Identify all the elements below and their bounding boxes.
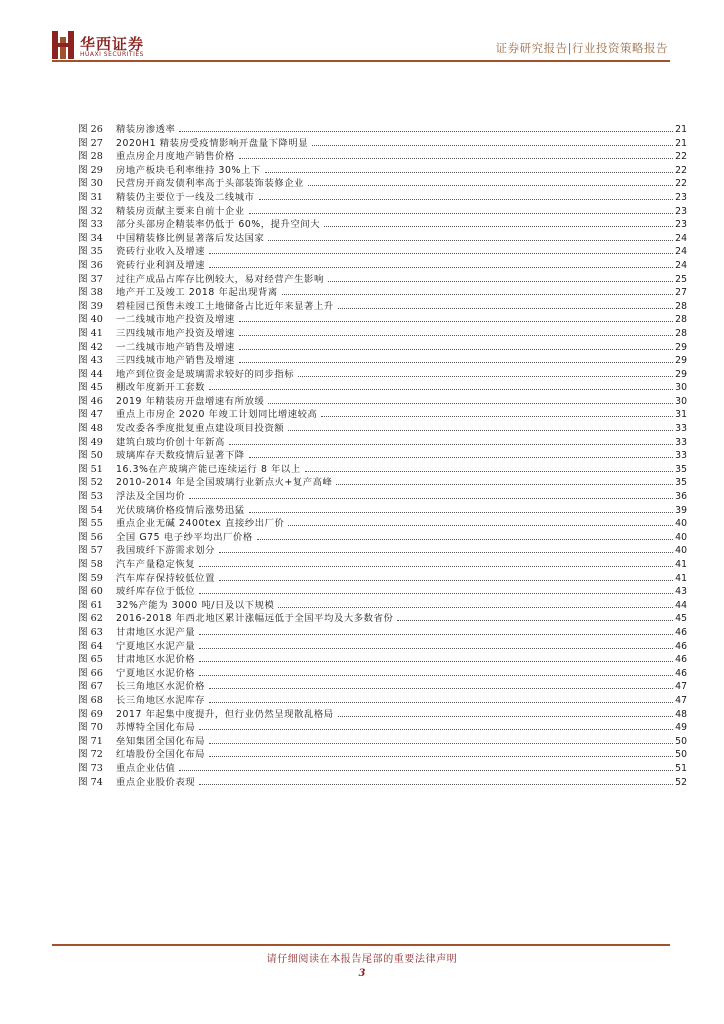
figure-label: 图 53 [78,491,103,503]
figure-label: 图 72 [78,749,103,761]
dot-leader [298,367,673,377]
toc-entry[interactable] [78,652,687,666]
toc-entry[interactable] [78,625,687,639]
dot-leader [239,149,673,159]
toc-entry[interactable] [78,611,687,625]
page-header [0,0,724,80]
toc-entry[interactable] [78,163,687,177]
figure-title: 碧桂园已预售未竣工土地储备占比近年来显著上升 [116,300,334,312]
toc-entry[interactable] [78,272,687,286]
dot-leader [259,190,673,200]
toc-entry[interactable] [78,394,687,408]
figure-page-number: 22 [675,164,687,176]
figure-title: 房地产板块毛利率维持 30%上下 [116,164,261,176]
figure-title: 32%产能为 3000 吨/日及以下规模 [116,599,275,611]
dot-leader [199,775,673,785]
figure-label: 图 63 [78,626,103,638]
header-divider [52,60,670,62]
toc-entry[interactable] [78,407,687,421]
figure-page-number: 29 [675,341,687,353]
dot-leader [321,407,673,417]
figure-label: 图 55 [78,518,103,530]
toc-entry[interactable] [78,435,687,449]
figure-title: 棚改年度新开工套数 [116,382,206,394]
figure-page-number: 40 [675,518,687,530]
dot-leader [257,530,673,540]
figure-page-number: 35 [675,463,687,475]
figure-page-number: 41 [675,559,687,570]
dot-leader [209,693,673,703]
dot-leader [328,272,673,282]
figure-label: 图 71 [78,735,103,747]
figure-label: 图 39 [78,300,103,312]
figure-page-number: 27 [675,287,687,299]
figure-title: 重点房企月度地产销售价格 [116,151,235,163]
figure-label: 图 31 [78,191,103,203]
figure-title: 全国 G75 电子纱平均出厂价格 [116,531,253,543]
toc-entry[interactable] [78,149,687,163]
figure-title: 瓷砖行业收入及增速 [116,246,206,258]
toc-entry[interactable] [78,639,687,653]
dot-leader [199,639,673,649]
figure-label: 图 43 [78,355,103,367]
toc-entry[interactable] [78,734,687,748]
figure-title: 宁夏地区水泥价格 [116,667,196,679]
figure-title: 甘肃地区水泥产量 [116,626,196,638]
toc-entry[interactable] [78,475,687,489]
dot-leader [239,326,673,336]
dot-leader [199,652,673,662]
figure-title: 汽车库存保持较低位置 [116,572,215,584]
figure-label: 图 42 [78,341,103,353]
dot-leader [199,625,673,635]
figure-label: 图 29 [78,164,103,176]
figure-label: 图 48 [78,423,103,435]
figure-page-number: 51 [675,762,687,774]
figure-label: 图 27 [78,137,103,149]
figure-label: 图 46 [78,395,103,407]
figure-title: 玻璃库存天数疫情后显著下降 [116,450,245,462]
toc-entry[interactable] [78,584,687,598]
figure-title: 重点企业估值 [116,762,176,774]
report-type: 证券研究报告|行业投资策略报告 [495,41,668,55]
figure-label: 图 62 [78,613,103,625]
toc-entry[interactable] [78,217,687,231]
figure-title: 2016-2018 年西北地区累计涨幅远低于全国平均及大多数省份 [116,613,394,625]
dot-leader [229,435,673,445]
figure-page-number: 47 [675,694,687,706]
toc-entry[interactable] [78,176,687,190]
dot-leader [278,598,673,608]
toc-entry[interactable] [78,747,687,761]
figure-page-number: 22 [675,151,687,163]
figure-title: 发改委各季度批复重点建设项目投资额 [116,423,285,435]
toc-entry[interactable] [78,720,687,734]
figure-title: 玻纤库存位于低位 [116,586,196,598]
figure-label: 图 38 [78,287,103,299]
figure-title: 甘肃地区水泥价格 [116,654,196,666]
dot-leader [209,747,673,757]
figure-label: 图 49 [78,436,103,448]
figure-index-list [78,122,687,788]
dot-leader [312,136,673,146]
figure-label: 图 68 [78,694,103,706]
figure-title: 长三角地区水泥库存 [116,694,206,706]
toc-entry[interactable] [78,190,687,204]
logo-english-name: HUAXI SECURITIES [80,51,144,58]
figure-label: 图 36 [78,259,103,271]
dot-leader [179,122,673,132]
dot-leader [199,720,673,730]
dot-leader [249,503,673,513]
figure-page-number: 41 [675,572,687,584]
figure-title: 16.3%在产玻璃产能已连续运行 8 年以上 [116,463,301,475]
figure-page-number: 33 [675,423,687,435]
toc-entry[interactable] [78,258,687,272]
dot-leader [219,571,673,581]
figure-page-number: 29 [675,368,687,380]
figure-page-number: 31 [675,409,687,421]
dot-leader [249,448,673,458]
dot-leader [288,421,673,431]
figure-page-number: 21 [675,137,687,149]
figure-label: 图 47 [78,409,103,421]
figure-page-number: 40 [675,531,687,543]
toc-entry[interactable] [78,421,687,435]
toc-entry[interactable] [78,448,687,462]
figure-page-number: 24 [675,259,687,271]
figure-label: 图 40 [78,314,103,326]
toc-entry[interactable] [78,353,687,367]
figure-title: 浮法及全国均价 [116,491,186,503]
toc-entry[interactable] [78,598,687,612]
figure-title: 2020H1 精装房受疫情影响开盘量下降明显 [116,137,309,149]
figure-page-number: 30 [675,395,687,407]
figure-page-number: 46 [675,667,687,679]
figure-page-number: 28 [675,327,687,339]
dot-leader [199,666,673,676]
dot-leader [324,217,673,227]
dot-leader [209,380,673,390]
dot-leader [239,353,673,363]
figure-label: 图 69 [78,708,103,720]
figure-page-number: 33 [675,450,687,462]
dot-leader [219,543,673,553]
page-number: 3 [358,968,366,979]
footer-divider [52,944,670,946]
dot-leader [268,231,673,241]
figure-title: 精装房贡献主要来自前十企业 [116,205,245,217]
figure-page-number: 22 [675,178,687,190]
dot-leader [179,761,673,771]
dot-leader [265,163,673,173]
dot-leader [189,489,673,499]
figure-label: 图 52 [78,477,103,489]
dot-leader [268,394,673,404]
figure-label: 图 45 [78,382,103,394]
toc-entry[interactable] [78,285,687,299]
dot-leader [308,176,673,186]
dot-leader [209,679,673,689]
toc-entry[interactable] [78,136,687,150]
figure-page-number: 49 [675,722,687,734]
figure-title: 三四线城市地产销售及增速 [116,355,235,367]
figure-label: 图 56 [78,531,103,543]
figure-title: 重点企业股价表现 [116,776,196,788]
figure-label: 图 65 [78,654,103,666]
figure-page-number: 46 [675,640,687,652]
toc-entry[interactable] [78,761,687,775]
toc-entry[interactable] [78,462,687,476]
toc-entry[interactable] [78,340,687,354]
dot-leader [239,312,673,322]
dot-leader [288,516,673,526]
huaxi-logo-icon [52,31,74,59]
figure-title: 红墙股份全国化布局 [116,749,206,761]
dot-leader [249,204,673,214]
figure-title: 精装房渗透率 [116,124,176,135]
figure-label: 图 54 [78,504,103,516]
figure-title: 部分头部房企精装率仍低于 60%，提升空间大 [116,219,321,231]
figure-title: 2017 年起集中度提升，但行业仍然呈现散乱格局 [116,708,334,720]
figure-title: 重点企业无碱 2400tex 直接纱出厂价 [116,518,285,530]
toc-entry[interactable] [78,516,687,530]
toc-entry[interactable] [78,775,687,789]
figure-title: 瓷砖行业利润及增速 [116,259,206,271]
toc-entry[interactable] [78,571,687,585]
toc-entry[interactable] [78,231,687,245]
dot-leader [336,475,673,485]
figure-page-number: 50 [675,735,687,747]
figure-label: 图 70 [78,722,103,734]
figure-page-number: 29 [675,355,687,367]
toc-entry[interactable] [78,543,687,557]
figure-page-number: 50 [675,749,687,761]
toc-entry[interactable] [78,312,687,326]
figure-title: 精装仍主要位于一线及二线城市 [116,191,255,203]
toc-entry[interactable] [78,489,687,503]
figure-title: 过往产成品占库存比例较大，易对经营产生影响 [116,273,324,285]
toc-entry[interactable] [78,244,687,258]
figure-title: 苏博特全国化布局 [116,722,196,734]
toc-entry[interactable] [78,530,687,544]
figure-label: 图 26 [78,124,103,135]
figure-title: 垒知集团全国化布局 [116,735,206,747]
figure-page-number: 25 [675,273,687,285]
figure-label: 图 44 [78,368,103,380]
toc-entry[interactable] [78,693,687,707]
toc-entry[interactable] [78,326,687,340]
figure-label: 图 37 [78,273,103,285]
dot-leader [239,340,673,350]
figure-label: 图 35 [78,246,103,258]
figure-page-number: 24 [675,246,687,258]
figure-page-number: 40 [675,545,687,557]
figure-title: 汽车产量稳定恢复 [116,559,196,570]
figure-page-number: 21 [675,124,687,135]
figure-label: 图 66 [78,667,103,679]
figure-title: 我国玻纤下游需求划分 [116,545,215,557]
dot-leader [305,462,673,472]
dot-leader [338,299,673,309]
toc-entry[interactable] [78,367,687,381]
figure-page-number: 36 [675,491,687,503]
toc-entry[interactable] [78,380,687,394]
company-logo [52,31,152,63]
toc-entry[interactable] [78,666,687,680]
figure-title: 中国精装修比例显著落后发达国家 [116,232,265,244]
figure-label: 图 59 [78,572,103,584]
figure-label: 图 58 [78,559,103,570]
figure-page-number: 23 [675,219,687,231]
figure-page-number: 45 [675,613,687,625]
figure-page-number: 43 [675,586,687,598]
figure-page-number: 44 [675,599,687,611]
figure-title: 地产开工及竣工 2018 年起出现背离 [116,287,278,299]
figure-title: 2010-2014 年是全国玻璃行业新点火+复产高峰 [116,477,333,489]
figure-label: 图 73 [78,762,103,774]
logo-chinese-name: 华西证券 [80,35,145,53]
figure-page-number: 23 [675,205,687,217]
dot-leader [397,611,673,621]
dot-leader [199,584,673,594]
figure-title: 一二线城市地产销售及增速 [116,341,235,353]
figure-title: 地产到位资金是玻璃需求较好的同步指标 [116,368,295,380]
dot-leader [209,244,673,254]
figure-title: 一二线城市地产投资及增速 [116,314,235,326]
figure-label: 图 28 [78,151,103,163]
figure-page-number: 47 [675,681,687,693]
figure-label: 图 34 [78,232,103,244]
figure-title: 2019 年精装房开盘增速有所放缓 [116,395,265,407]
figure-label: 图 61 [78,599,103,611]
dot-leader [209,734,673,744]
figure-label: 图 51 [78,463,103,475]
toc-entry[interactable] [78,679,687,693]
figure-page-number: 24 [675,232,687,244]
legal-disclaimer: 请仔细阅读在本报告尾部的重要法律声明 [266,954,458,965]
figure-page-number: 46 [675,626,687,638]
figure-page-number: 52 [675,776,687,788]
figure-title: 三四线城市地产投资及增速 [116,327,235,339]
figure-label: 图 32 [78,205,103,217]
figure-page-number: 39 [675,504,687,516]
toc-entry[interactable] [78,503,687,517]
figure-label: 图 74 [78,776,103,788]
figure-label: 图 67 [78,681,103,693]
figure-page-number: 30 [675,382,687,394]
toc-entry[interactable] [78,204,687,218]
figure-label: 图 60 [78,586,103,598]
dot-leader [338,707,673,717]
figure-label: 图 50 [78,450,103,462]
figure-label: 图 57 [78,545,103,557]
dot-leader [282,285,673,295]
figure-title: 建筑白玻均价创十年新高 [116,436,225,448]
figure-page-number: 48 [675,708,687,720]
dot-leader [199,557,673,567]
toc-entry[interactable] [78,557,687,571]
figure-page-number: 33 [675,436,687,448]
figure-page-number: 28 [675,300,687,312]
figure-title: 光伏玻璃价格疫情后涨势迅猛 [116,504,245,516]
figure-title: 长三角地区水泥价格 [116,681,206,693]
figure-page-number: 35 [675,477,687,489]
dot-leader [209,258,673,268]
toc-entry[interactable] [78,299,687,313]
figure-page-number: 23 [675,191,687,203]
figure-label: 图 33 [78,219,103,231]
toc-entry[interactable] [78,707,687,721]
figure-label: 图 41 [78,327,103,339]
figure-title: 重点上市房企 2020 年竣工计划同比增速较高 [116,409,318,421]
figure-label: 图 30 [78,178,103,190]
figure-title: 民营房开商发债利率高于头部装饰装修企业 [116,178,305,190]
figure-page-number: 46 [675,654,687,666]
figure-label: 图 64 [78,640,103,652]
figure-title: 宁夏地区水泥产量 [116,640,196,652]
figure-page-number: 28 [675,314,687,326]
toc-entry[interactable] [78,122,687,136]
